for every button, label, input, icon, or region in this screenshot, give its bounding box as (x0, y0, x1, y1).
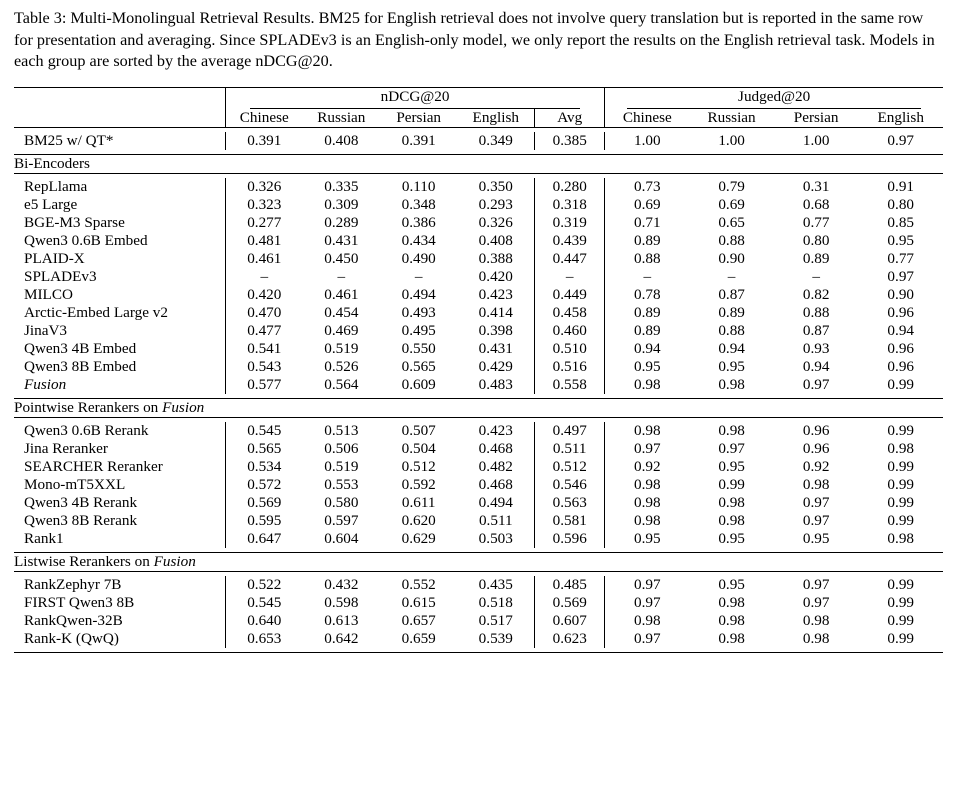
table-row (14, 304, 943, 322)
cell-judged-english: 0.99 (887, 511, 914, 529)
cell-ndcg-chinese: 0.522 (225, 576, 302, 594)
cell-judged-persian: 0.97 (802, 375, 830, 393)
row-model-label: PLAID-X (24, 249, 85, 267)
cell-judged-persian: 0.97 (802, 593, 830, 611)
cell-ndcg-persian: 0.611 (401, 493, 436, 511)
row-model-label: Qwen3 8B Rerank (24, 511, 138, 529)
cell-ndcg-persian: 0.552 (401, 575, 436, 593)
row-model-label: FIRST Qwen3 8B (24, 593, 135, 611)
cell-ndcg-russian: 0.408 (324, 131, 359, 149)
cell-ndcg-english: 0.420 (457, 268, 534, 286)
cell-ndcg-russian: 0.461 (324, 285, 359, 303)
cell-ndcg-persian: 0.550 (401, 339, 436, 357)
cell-judged-chinese: 0.98 (605, 422, 690, 440)
cell-judged-persian: 0.97 (802, 575, 830, 593)
cell-judged-persian: 0.89 (802, 249, 830, 267)
cell-judged-persian: 0.98 (802, 611, 830, 629)
cell-judged-persian: 0.95 (802, 529, 830, 547)
cell-judged-russian: 0.94 (718, 339, 745, 357)
cell-judged-persian: 0.77 (802, 213, 830, 231)
row-model-label: e5 Large (24, 195, 78, 213)
table-row (14, 214, 943, 232)
cell-ndcg-chinese: 0.572 (225, 476, 302, 494)
cell-ndcg-chinese: 0.477 (225, 322, 302, 340)
row-model-label: MILCO (24, 285, 73, 303)
column-header-ndcg-russian: Russian (317, 108, 366, 126)
cell-ndcg-persian: 0.494 (401, 285, 436, 303)
section-header-label: Bi-Encoders (14, 154, 90, 172)
cell-ndcg-russian: 0.642 (324, 629, 359, 647)
cell-judged-chinese: 0.97 (605, 594, 690, 612)
cell-judged-russian: 0.98 (718, 511, 745, 529)
cell-ndcg-persian: 0.565 (401, 357, 436, 375)
cell-ndcg-chinese: 0.481 (225, 232, 302, 250)
row-model-label: Qwen3 0.6B Embed (24, 231, 148, 249)
cell-judged-persian: 0.82 (802, 285, 830, 303)
cell-ndcg-persian: 0.507 (401, 421, 436, 439)
cell-judged-chinese: 0.95 (605, 358, 690, 376)
cell-ndcg-russian: 0.613 (324, 611, 359, 629)
cell-ndcg-english: 0.494 (457, 494, 534, 512)
cell-ndcg-russian: 0.598 (324, 593, 359, 611)
cell-ndcg-english: 0.468 (457, 440, 534, 458)
cell-ndcg-russian: 0.519 (324, 339, 359, 357)
cell-judged-russian: 0.90 (718, 249, 745, 267)
cell-ndcg-persian: 0.609 (401, 375, 436, 393)
cell-judged-english: 0.80 (887, 195, 914, 213)
row-model-label: RepLlama (24, 177, 88, 195)
cell-ndcg-english: 0.483 (457, 376, 534, 394)
section-header-label (14, 553, 943, 572)
cell-ndcg-english: 0.435 (457, 576, 534, 594)
cell-ndcg-russian: 0.506 (324, 439, 359, 457)
cell-ndcg-english: 0.408 (457, 232, 534, 250)
table-row (14, 340, 943, 358)
cell-ndcg-avg: 0.439 (552, 231, 587, 249)
section-header-emphasis: Fusion (153, 552, 196, 570)
cell-ndcg-avg: 0.510 (552, 339, 587, 357)
cell-ndcg-chinese: 0.391 (225, 132, 302, 150)
cell-ndcg-english: 0.350 (457, 178, 534, 196)
cell-ndcg-persian: 0.620 (401, 511, 436, 529)
cell-judged-chinese: 0.71 (605, 214, 690, 232)
cell-ndcg-russian: 0.450 (324, 249, 359, 267)
cell-judged-persian: 0.80 (802, 231, 830, 249)
cell-judged-persian: 0.94 (802, 357, 830, 375)
cell-ndcg-persian: 0.629 (401, 529, 436, 547)
cell-judged-russian: 0.95 (718, 357, 745, 375)
cell-ndcg-russian: 0.309 (324, 195, 359, 213)
section-header-emphasis: Fusion (162, 398, 205, 416)
cell-ndcg-russian: 0.513 (324, 421, 359, 439)
cell-ndcg-english: 0.517 (457, 612, 534, 630)
cell-judged-english: 0.99 (887, 611, 914, 629)
cell-judged-persian: 0.97 (802, 511, 830, 529)
cell-judged-russian: 0.98 (718, 593, 745, 611)
section-header-text: Listwise Rerankers on (14, 552, 154, 570)
cell-judged-persian: – (812, 267, 820, 285)
cell-ndcg-russian: 0.469 (324, 321, 359, 339)
cell-judged-english: 0.97 (887, 267, 914, 285)
group-header-ndcg-label: nDCG@20 (250, 88, 579, 109)
cell-ndcg-russian: 0.335 (324, 177, 359, 195)
cell-ndcg-persian: 0.512 (401, 457, 436, 475)
row-model-label: RankZephyr 7B (24, 575, 122, 593)
column-header-judged-persian: Persian (793, 108, 839, 126)
cell-ndcg-english: 0.511 (457, 512, 534, 530)
cell-judged-chinese: 0.98 (605, 476, 690, 494)
cell-judged-russian: 0.98 (718, 493, 745, 511)
cell-ndcg-english: 0.293 (457, 196, 534, 214)
cell-ndcg-chinese: 0.277 (225, 214, 302, 232)
cell-judged-russian: 0.98 (718, 611, 745, 629)
cell-ndcg-russian: 0.564 (324, 375, 359, 393)
cell-judged-russian: 0.99 (718, 475, 745, 493)
cell-judged-persian: 0.97 (802, 493, 830, 511)
cell-judged-chinese: 0.98 (605, 512, 690, 530)
cell-ndcg-avg: 0.318 (552, 195, 587, 213)
cell-ndcg-persian: 0.386 (401, 213, 436, 231)
row-model-label: BM25 w/ QT* (24, 131, 114, 149)
row-model-label: Qwen3 8B Embed (24, 357, 137, 375)
group-header-ndcg (225, 88, 604, 109)
column-header-model (14, 109, 225, 128)
cell-judged-chinese: 0.89 (605, 232, 690, 250)
cell-ndcg-chinese: 0.534 (225, 458, 302, 476)
table-row (14, 232, 943, 250)
cell-judged-english: 0.99 (887, 575, 914, 593)
cell-ndcg-avg: 0.596 (552, 529, 587, 547)
cell-ndcg-russian: 0.454 (324, 303, 359, 321)
cell-judged-russian: 0.95 (718, 575, 745, 593)
cell-ndcg-russian: 0.597 (324, 511, 359, 529)
cell-ndcg-english: 0.423 (457, 422, 534, 440)
cell-judged-english: 0.97 (887, 131, 914, 149)
cell-judged-english: 0.94 (887, 321, 914, 339)
row-model-label: SEARCHER Reranker (24, 457, 163, 475)
cell-judged-english: 0.99 (887, 375, 914, 393)
cell-judged-chinese: 0.88 (605, 250, 690, 268)
cell-ndcg-chinese: 0.326 (225, 178, 302, 196)
cell-ndcg-chinese: 0.647 (225, 530, 302, 548)
column-header-judged-russian: Russian (707, 108, 756, 126)
cell-judged-english: 0.96 (887, 339, 914, 357)
cell-judged-persian: 0.96 (802, 439, 830, 457)
column-header-ndcg-avg: Avg (557, 108, 583, 126)
cell-judged-english: 0.99 (887, 629, 914, 647)
cell-judged-chinese: 0.97 (605, 576, 690, 594)
table-row (14, 612, 943, 630)
cell-judged-russian: 0.98 (718, 629, 745, 647)
cell-ndcg-chinese: 0.545 (225, 422, 302, 440)
row-model-label: Rank-K (QwQ) (24, 629, 119, 647)
cell-judged-chinese: 1.00 (605, 132, 690, 150)
cell-judged-russian: 0.98 (718, 421, 745, 439)
group-header-empty (14, 88, 225, 109)
cell-ndcg-chinese: 0.595 (225, 512, 302, 530)
cell-ndcg-persian: 0.348 (401, 195, 436, 213)
results-table-body (14, 87, 943, 653)
cell-ndcg-avg: 0.581 (552, 511, 587, 529)
table-row (14, 630, 943, 648)
cell-judged-russian: – (727, 267, 736, 285)
cell-judged-english: 0.99 (887, 593, 914, 611)
column-header-judged-chinese: Chinese (605, 109, 690, 128)
cell-judged-persian: 0.68 (802, 195, 830, 213)
table-row (14, 196, 943, 214)
cell-ndcg-avg: 0.485 (552, 575, 587, 593)
cell-ndcg-english: 0.398 (457, 322, 534, 340)
cell-ndcg-english: 0.423 (457, 286, 534, 304)
cell-judged-english: 0.96 (887, 303, 914, 321)
cell-judged-english: 0.91 (887, 177, 914, 195)
cell-judged-english: 0.77 (887, 249, 914, 267)
cell-ndcg-avg: 0.449 (552, 285, 587, 303)
cell-ndcg-chinese: 0.653 (225, 630, 302, 648)
row-model-label: Qwen3 4B Embed (24, 339, 137, 357)
cell-ndcg-persian: – (414, 267, 423, 285)
cell-judged-english: 0.99 (887, 475, 914, 493)
cell-ndcg-chinese: 0.577 (225, 376, 302, 394)
cell-judged-english: 0.96 (887, 357, 914, 375)
table-row (14, 512, 943, 530)
cell-judged-russian: 0.65 (718, 213, 745, 231)
column-header-ndcg-chinese: Chinese (225, 109, 302, 128)
cell-judged-russian: 0.95 (718, 457, 745, 475)
results-table (14, 87, 943, 653)
cell-judged-russian: 0.87 (718, 285, 745, 303)
table-row (14, 576, 943, 594)
cell-judged-persian: 0.96 (802, 421, 830, 439)
column-header-judged-english: English (877, 108, 924, 126)
cell-judged-chinese: 0.78 (605, 286, 690, 304)
cell-judged-chinese: 0.73 (605, 178, 690, 196)
cell-ndcg-english: 0.429 (457, 358, 534, 376)
row-model-label: Rank1 (24, 529, 64, 547)
cell-ndcg-chinese: 0.461 (225, 250, 302, 268)
section-header-text: Pointwise Rerankers on (14, 398, 163, 416)
cell-judged-english: 0.99 (887, 421, 914, 439)
cell-ndcg-chinese: 0.640 (225, 612, 302, 630)
cell-ndcg-english: 0.431 (457, 340, 534, 358)
cell-ndcg-avg: 0.458 (552, 303, 587, 321)
group-header-row (14, 88, 943, 109)
table-row (14, 594, 943, 612)
row-model-label: Jina Reranker (24, 439, 108, 457)
cell-judged-english: 0.85 (887, 213, 914, 231)
cell-ndcg-english: 0.539 (457, 630, 534, 648)
cell-judged-chinese: 0.98 (605, 612, 690, 630)
table-row (14, 422, 943, 440)
row-model-label: Qwen3 0.6B Rerank (24, 421, 149, 439)
cell-judged-chinese: 0.95 (605, 530, 690, 548)
cell-ndcg-persian: 0.110 (401, 177, 436, 195)
cell-ndcg-russian: 0.604 (324, 529, 359, 547)
cell-ndcg-avg: 0.319 (552, 213, 587, 231)
cell-judged-chinese: 0.98 (605, 494, 690, 512)
cell-ndcg-avg: 0.516 (552, 357, 587, 375)
cell-ndcg-persian: 0.434 (401, 231, 436, 249)
row-model-label: RankQwen-32B (24, 611, 123, 629)
cell-judged-english: 0.99 (887, 493, 914, 511)
cell-judged-english: 0.90 (887, 285, 914, 303)
cell-ndcg-avg: 0.460 (552, 321, 587, 339)
table-row (14, 358, 943, 376)
cell-judged-persian: 0.92 (802, 457, 830, 475)
cell-ndcg-avg: 0.385 (552, 131, 587, 149)
table-row (14, 476, 943, 494)
cell-judged-russian: 0.98 (718, 375, 745, 393)
cell-judged-chinese: 0.97 (605, 630, 690, 648)
column-header-ndcg-persian: Persian (396, 108, 442, 126)
cell-ndcg-persian: 0.592 (401, 475, 436, 493)
cell-ndcg-russian: 0.289 (324, 213, 359, 231)
table-caption: Table 3: Multi-Monolingual Retrieval Results. BM25 for English retrieval does not involve query translation but is reported in the same row for presentation and averaging. Since SPLADEv3 is an English-only model, we only report the results on the English retrieval task. Models in each group are sorted by the average nDCG@20. (14, 9, 935, 71)
cell-judged-persian: 0.31 (802, 177, 830, 195)
cell-judged-chinese: – (605, 268, 690, 286)
cell-ndcg-russian: 0.432 (324, 575, 359, 593)
cell-ndcg-russian: 0.431 (324, 231, 359, 249)
cell-judged-persian: 1.00 (802, 131, 830, 149)
cell-ndcg-english: 0.349 (457, 132, 534, 150)
cell-judged-russian: 0.79 (718, 177, 745, 195)
cell-judged-english: 0.98 (887, 529, 914, 547)
cell-judged-russian: 0.95 (718, 529, 745, 547)
cell-judged-chinese: 0.89 (605, 322, 690, 340)
cell-ndcg-chinese: 0.420 (225, 286, 302, 304)
cell-ndcg-persian: 0.504 (401, 439, 436, 457)
cell-judged-russian: 0.89 (718, 303, 745, 321)
cell-ndcg-english: 0.388 (457, 250, 534, 268)
cell-ndcg-russian: 0.519 (324, 457, 359, 475)
cell-ndcg-avg: 0.512 (552, 457, 587, 475)
cell-judged-russian: 0.97 (718, 439, 745, 457)
table-row (14, 440, 943, 458)
cell-ndcg-persian: 0.391 (401, 131, 436, 149)
cell-ndcg-persian: 0.495 (401, 321, 436, 339)
cell-judged-russian: 0.69 (718, 195, 745, 213)
cell-ndcg-chinese: – (225, 268, 302, 286)
table-row (14, 286, 943, 304)
cell-judged-persian: 0.87 (802, 321, 830, 339)
cell-ndcg-avg: 0.511 (552, 439, 587, 457)
row-model-label: Fusion (24, 375, 67, 393)
group-header-judged-label: Judged@20 (627, 88, 921, 109)
cell-judged-russian: 1.00 (718, 131, 745, 149)
cell-ndcg-chinese: 0.541 (225, 340, 302, 358)
cell-ndcg-persian: 0.615 (401, 593, 436, 611)
cell-ndcg-chinese: 0.543 (225, 358, 302, 376)
table-row (14, 250, 943, 268)
cell-judged-chinese: 0.69 (605, 196, 690, 214)
table-row (14, 178, 943, 196)
cell-judged-persian: 0.98 (802, 629, 830, 647)
table-row (14, 322, 943, 340)
row-model-label: Mono-mT5XXL (24, 475, 126, 493)
cell-judged-russian: 0.88 (718, 231, 745, 249)
cell-ndcg-russian: 0.526 (324, 357, 359, 375)
cell-ndcg-avg: 0.563 (552, 493, 587, 511)
row-model-label: BGE-M3 Sparse (24, 213, 125, 231)
cell-ndcg-english: 0.326 (457, 214, 534, 232)
row-model-label: Qwen3 4B Rerank (24, 493, 138, 511)
cell-ndcg-english: 0.518 (457, 594, 534, 612)
cell-judged-persian: 0.98 (802, 475, 830, 493)
table-row (14, 530, 943, 548)
column-header-row (14, 109, 943, 128)
cell-ndcg-chinese: 0.545 (225, 594, 302, 612)
cell-judged-persian: 0.93 (802, 339, 830, 357)
cell-ndcg-persian: 0.659 (401, 629, 436, 647)
cell-judged-chinese: 0.89 (605, 304, 690, 322)
section-header-label (14, 399, 943, 418)
cell-ndcg-chinese: 0.569 (225, 494, 302, 512)
cell-ndcg-avg: 0.546 (552, 475, 587, 493)
cell-ndcg-russian: – (337, 267, 346, 285)
table-row (14, 132, 943, 150)
cell-ndcg-english: 0.503 (457, 530, 534, 548)
cell-ndcg-avg: 0.569 (552, 593, 587, 611)
cell-ndcg-avg: 0.280 (552, 177, 587, 195)
row-model-label: Arctic-Embed Large v2 (24, 303, 168, 321)
cell-ndcg-english: 0.482 (457, 458, 534, 476)
column-header-ndcg-english: English (457, 109, 534, 128)
cell-judged-persian: 0.88 (802, 303, 830, 321)
cell-ndcg-chinese: 0.565 (225, 440, 302, 458)
row-model-label: JinaV3 (24, 321, 68, 339)
cell-ndcg-english: 0.468 (457, 476, 534, 494)
cell-judged-chinese: 0.94 (605, 340, 690, 358)
table-row (14, 494, 943, 512)
cell-ndcg-persian: 0.493 (401, 303, 436, 321)
table-bottom-rule (14, 652, 943, 653)
cell-judged-english: 0.95 (887, 231, 914, 249)
cell-ndcg-chinese: 0.323 (225, 196, 302, 214)
cell-judged-english: 0.99 (887, 457, 914, 475)
cell-ndcg-avg: – (565, 267, 574, 285)
cell-ndcg-russian: 0.553 (324, 475, 359, 493)
section-header-listwise-rerankers (14, 553, 943, 572)
row-model-label: SPLADEv3 (24, 267, 97, 285)
cell-ndcg-russian: 0.580 (324, 493, 359, 511)
section-header-bi-encoders (14, 155, 943, 174)
cell-judged-chinese: 0.92 (605, 458, 690, 476)
cell-ndcg-english: 0.414 (457, 304, 534, 322)
cell-ndcg-chinese: 0.470 (225, 304, 302, 322)
table-row (14, 376, 943, 394)
cell-ndcg-avg: 0.558 (552, 375, 587, 393)
cell-ndcg-avg: 0.623 (552, 629, 587, 647)
cell-judged-chinese: 0.97 (605, 440, 690, 458)
table-row (14, 458, 943, 476)
cell-ndcg-persian: 0.490 (401, 249, 436, 267)
cell-judged-russian: 0.88 (718, 321, 745, 339)
cell-ndcg-avg: 0.497 (552, 421, 587, 439)
table-row (14, 268, 943, 286)
cell-ndcg-avg: 0.447 (552, 249, 587, 267)
cell-ndcg-avg: 0.607 (552, 611, 587, 629)
cell-judged-chinese: 0.98 (605, 376, 690, 394)
section-header-pointwise-rerankers (14, 399, 943, 418)
cell-judged-english: 0.98 (887, 439, 914, 457)
cell-ndcg-persian: 0.657 (401, 611, 436, 629)
group-header-judged (605, 88, 943, 109)
